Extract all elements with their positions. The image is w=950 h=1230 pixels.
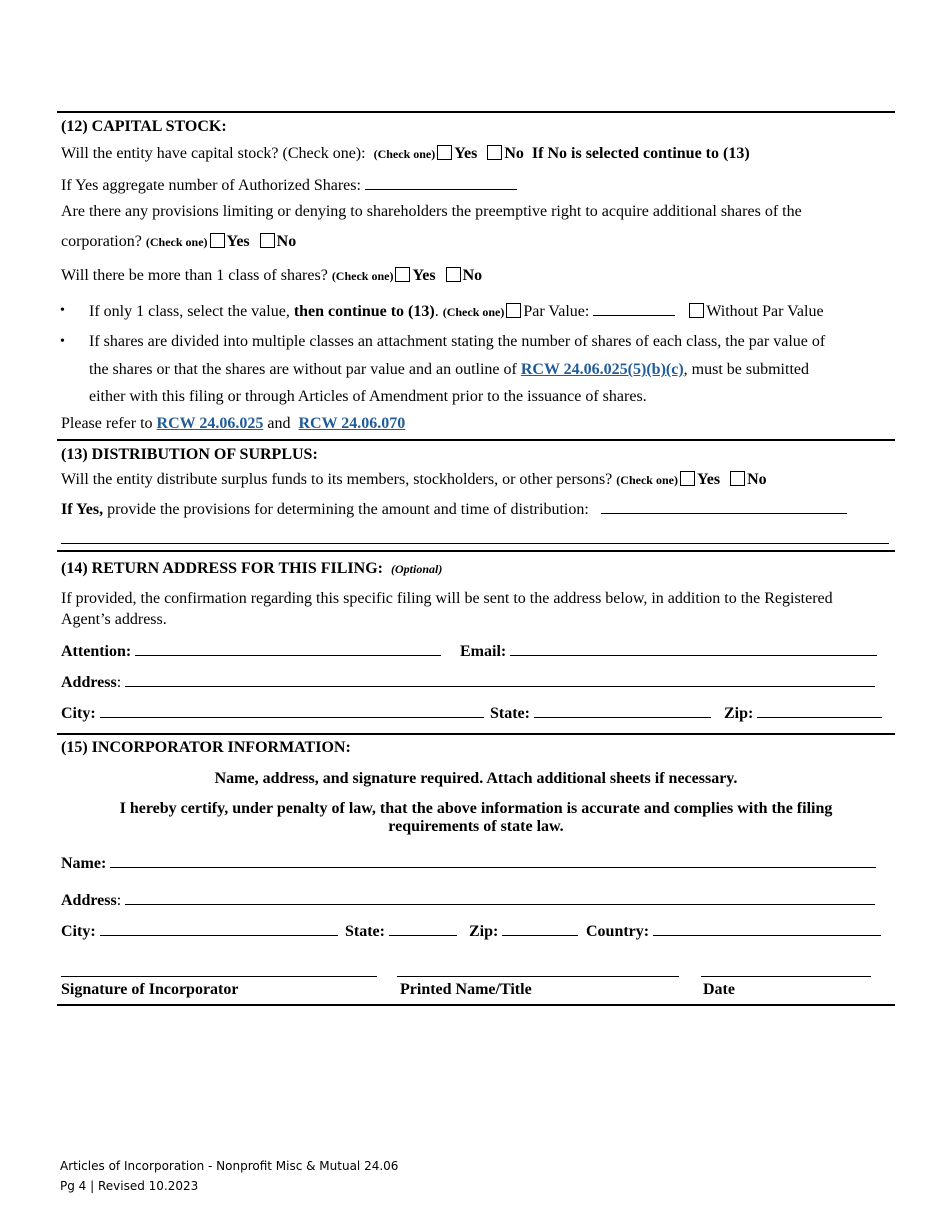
return-address-desc-line2: Agent’s address. [61, 611, 167, 628]
yes-label: Yes [226, 233, 250, 250]
preemptive-question-text: corporation? [61, 233, 142, 250]
multi-class-text: the shares or that the shares are without par value and an outline of [89, 361, 517, 378]
surplus-question-text: Will the entity distribute surplus funds to its members, stockholders, or other persons? [61, 471, 613, 488]
zip-label: Zip: [724, 705, 754, 722]
section15-heading: (15) INCORPORATOR INFORMATION: [61, 739, 351, 756]
surplus-provisions-text: provide the provisions for determining the amount and time of distribution: [107, 501, 589, 518]
section12-heading: (12) CAPITAL STOCK: [61, 118, 227, 135]
return-address-row: Address: [61, 672, 875, 693]
city-label: City: [61, 705, 96, 722]
surplus-provisions-field[interactable] [601, 499, 847, 514]
certify-line2: requirements of state law. [388, 818, 564, 835]
check-one-label: (Check one) [373, 147, 436, 161]
attention-row [61, 641, 441, 662]
signature-label: Signature of Incorporator [61, 981, 239, 998]
return-state-row [490, 703, 711, 724]
continue-note: If No is selected continue to (13) [531, 145, 750, 162]
check-one-label: (Check one) [442, 305, 505, 319]
surplus-question [61, 470, 767, 490]
incorporator-state-field[interactable] [389, 921, 457, 936]
section-divider [57, 550, 895, 552]
rcw-24-06-025-5bc-link[interactable]: RCW 24.06.025(5)(b)(c) [520, 361, 684, 378]
return-city-field[interactable] [100, 703, 484, 718]
authorized-shares-label: If Yes aggregate number of Authorized Shares: [61, 177, 361, 194]
par-value-label: Par Value: [523, 303, 590, 320]
rcw-24-06-070-link[interactable]: RCW 24.06.070 [298, 415, 406, 432]
multi-class-line3: either with this filing or through Articles of Amendment prior to the issuance of shares. [89, 388, 647, 405]
zip-label: Zip: [469, 923, 499, 940]
surplus-provisions-row [61, 499, 847, 520]
refer-row [61, 414, 405, 434]
check-one-label: (Check one) [145, 235, 208, 249]
name-label: Name: [61, 855, 107, 872]
classes-yes-checkbox[interactable] [395, 267, 410, 282]
bullet-icon: • [60, 334, 65, 349]
refer-and: and [267, 415, 291, 432]
check-one-label: (Check one) [616, 473, 678, 487]
email-label: Email: [460, 643, 507, 660]
capital-stock-no-checkbox[interactable] [487, 145, 502, 160]
no-label: No [276, 233, 297, 250]
section13-heading: (13) DISTRIBUTION OF SURPLUS: [61, 446, 318, 463]
check-one-label: (Check one) [331, 269, 394, 283]
state-label: State: [490, 705, 530, 722]
incorporator-state-row [345, 921, 457, 942]
if-yes-label: If Yes, [61, 501, 104, 518]
address-label: Address [61, 674, 117, 691]
preemptive-question-line1: Are there any provisions limiting or denying to shareholders the preemptive right to acquire additional shares of the [61, 203, 802, 220]
section14-heading-row [61, 559, 442, 579]
country-label: Country: [586, 923, 650, 940]
bullet-icon: • [60, 303, 65, 318]
footer-title: Articles of Incorporation - Nonprofit Misc & Mutual 24.06 [60, 1159, 399, 1173]
incorporator-country-field[interactable] [653, 921, 881, 936]
return-address-field[interactable] [125, 672, 875, 687]
surplus-yes-checkbox[interactable] [680, 471, 695, 486]
section-divider [57, 733, 895, 735]
capital-stock-question [61, 144, 750, 164]
address-label: Address [61, 892, 117, 909]
classes-question [61, 266, 482, 286]
incorporator-zip-field[interactable] [502, 921, 578, 936]
par-value-field[interactable] [593, 301, 675, 316]
incorporator-city-row [61, 921, 338, 942]
section-divider [57, 111, 895, 113]
yes-label: Yes [454, 145, 478, 162]
preemptive-question-line2 [61, 232, 296, 252]
incorporator-name-field[interactable] [110, 853, 876, 868]
without-par-checkbox[interactable] [689, 303, 704, 318]
section14-heading: (14) RETURN ADDRESS FOR THIS FILING: [61, 560, 383, 577]
incorporator-city-field[interactable] [100, 921, 338, 936]
incorporator-country-row [586, 921, 881, 942]
authorized-shares-row [61, 175, 517, 196]
surplus-provisions-field-line2[interactable] [61, 543, 889, 544]
return-state-field[interactable] [534, 703, 711, 718]
attention-label: Attention: [61, 643, 132, 660]
return-address-desc-line1: If provided, the confirmation regarding this specific filing will be sent to the address below, in addition to the Registered [61, 590, 833, 607]
capital-stock-yes-checkbox[interactable] [437, 145, 452, 160]
city-label: City: [61, 923, 96, 940]
email-field[interactable] [510, 641, 877, 656]
email-row [460, 641, 877, 662]
no-label: No [504, 145, 524, 162]
authorized-shares-field[interactable] [365, 175, 517, 190]
return-city-row [61, 703, 484, 724]
section-divider [57, 439, 895, 441]
printed-name-field[interactable] [397, 976, 679, 977]
signature-field[interactable] [61, 976, 377, 977]
optional-label: (Optional) [390, 562, 443, 576]
state-label: State: [345, 923, 385, 940]
par-value-checkbox[interactable] [506, 303, 521, 318]
capital-stock-question-text: Will the entity have capital stock? (Check one): [61, 145, 366, 162]
return-zip-field[interactable] [757, 703, 882, 718]
rcw-24-06-025-link[interactable]: RCW 24.06.025 [156, 415, 264, 432]
attention-field[interactable] [135, 641, 441, 656]
multi-class-line1: If shares are divided into multiple classes an attachment stating the number of shares of each class, the par value of [89, 333, 826, 350]
footer-page: Pg 4 | Revised 10.2023 [60, 1179, 199, 1193]
without-par-label: Without Par Value [706, 303, 824, 320]
classes-no-checkbox[interactable] [446, 267, 461, 282]
return-zip-row [724, 703, 882, 724]
incorporator-address-row: Address: [61, 890, 875, 911]
date-label: Date [703, 981, 735, 998]
section-divider [57, 1004, 895, 1006]
yes-label: Yes [696, 471, 721, 488]
classes-question-text: Will there be more than 1 class of shares? [61, 267, 328, 284]
incorporator-notice: Name, address, and signature required. Attach additional sheets if necessary. [214, 770, 738, 787]
multi-class-text-end: , must be submitted [683, 361, 809, 378]
single-class-continue: then continue to (13) [293, 303, 435, 320]
single-class-text: If only 1 class, select the value, [89, 303, 290, 320]
incorporator-address-field[interactable] [125, 890, 875, 905]
incorporator-name-row [61, 853, 876, 874]
multi-class-line2 [89, 360, 809, 380]
date-field[interactable] [701, 976, 871, 977]
incorporator-zip-row [469, 921, 578, 942]
certify-line1: I hereby certify, under penalty of law, that the above information is accurate and complies with the filing [119, 800, 833, 817]
no-label: No [462, 267, 483, 284]
no-label: No [747, 471, 767, 488]
preemptive-no-checkbox[interactable] [260, 233, 275, 248]
printed-name-label: Printed Name/Title [400, 981, 532, 998]
refer-text: Please refer to [61, 415, 153, 432]
preemptive-yes-checkbox[interactable] [210, 233, 225, 248]
yes-label: Yes [412, 267, 436, 284]
single-class-row: If only 1 class, select the value, then continue to (13). (Check one) Par Value: Without Par Value [89, 303, 824, 320]
surplus-no-checkbox[interactable] [730, 471, 745, 486]
